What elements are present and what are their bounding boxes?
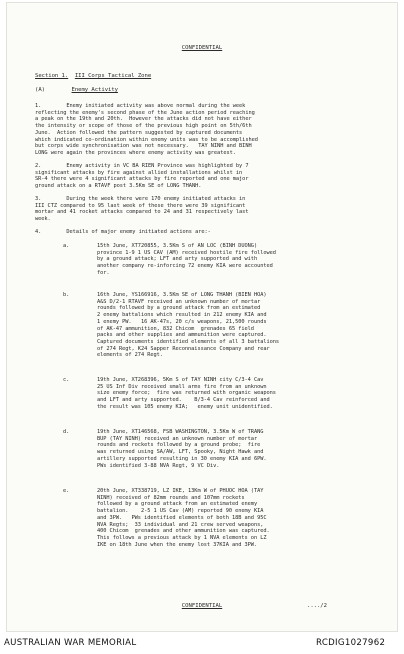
text-line: 1. Enemy initiated activity was above normal during the week (35, 103, 246, 109)
text-line: NINH) received of 82mm rounds and 107mm rockets (97, 494, 245, 501)
text-line: A&S D/2-1 RTAVF received an unknown number of mortar (97, 298, 261, 305)
archive-institution: AUSTRALIAN WAR MEMORIAL (4, 638, 137, 648)
classification-header: CONFIDENTIAL (181, 45, 223, 51)
text-line: 25 US Inf Div received small arms fire from an unknown (97, 383, 267, 390)
text-line: artillery supported resulting in 30 enemy KIA and 6PW. (97, 455, 267, 462)
text-line: PWs identified 3-88 NVA Regt, 9 VC Div. (97, 462, 220, 469)
text-line: by a ground attack; LFT and arty supported and with (97, 256, 258, 263)
text-line: rounds and rockets followed by a ground probe; fire (97, 442, 261, 449)
text-line: another company re-inforcing 72 enemy KIA were accounted (97, 263, 273, 270)
paragraph-4-intro: 4. Details of major enemy initiated actions are:- (35, 229, 211, 235)
text-line: mortar and 41 rocket attacks compared to 24 and 31 respectively last (35, 209, 249, 216)
text-line: 20th June, XT338719, LZ IKE, 13Km W of PHUOC HOA (TAY (97, 488, 264, 494)
text-line: followed by a ground attack from an estimated enemy (97, 501, 258, 508)
text-line: the intensity or scope of those of the previous high point on 5th/6th (35, 123, 252, 130)
subsection-label: (A) (35, 87, 45, 93)
section-label: Section 1. (35, 73, 69, 79)
text-line: III CTZ compared to 95 last week of these there were 39 significant (35, 202, 246, 209)
text-line: This follows a previous attack by 1 NVA elements on LZ (97, 534, 267, 541)
text-line: and 3PW. PWs identified elements of both 18B and 95C (97, 514, 267, 521)
text-line: week. (35, 216, 51, 223)
paragraph-3 (35, 196, 248, 223)
item-letter: a. (63, 243, 70, 249)
text-line: and LFT and arty supported. B/3-4 Cav reinforced and (97, 397, 270, 404)
text-line: which indicated co-ordination within enemy units was to be accomplished (35, 136, 258, 143)
text-line: for. (97, 269, 110, 276)
text-line: 16th June, YS166916, 3.5Km SE of LONG THANH (BIEN HOA) (97, 292, 267, 298)
item-text (97, 292, 279, 359)
document-page (6, 2, 398, 632)
page-continuation-marker: ..../2 (307, 603, 327, 609)
paragraph-2 (35, 163, 248, 190)
text-line: a peak on the 19th and 20th. However the attacks did not have either (35, 116, 252, 123)
text-line: size enemy force; fire was returned with organic weapons (97, 390, 276, 397)
text-line: battalion. 2-5 1 US Cav (AM) reported 90 enemy KIA (97, 508, 264, 515)
text-line: June. Action followed the pattern suggested by captured documents (35, 129, 243, 136)
text-line: Captured documents identified elements of all 3 battalions (97, 338, 280, 345)
text-line: 2 enemy battalions which resulted in 212 enemy KIA and (97, 312, 267, 319)
text-line: LONG were again the provinces where enemy activity was greatest. (35, 149, 236, 156)
item-text (97, 429, 267, 469)
text-line: reflecting the enemy's second phase of the June action period reaching (35, 109, 255, 116)
item-text (97, 488, 270, 548)
subsection-title: Enemy Activity (71, 87, 118, 93)
item-letter: c. (63, 377, 70, 383)
text-line: province 1-9 1 US CAV (AM) received hostile fire followed (97, 249, 276, 256)
item-text (97, 377, 276, 411)
text-line: of 274 Regt, K24 Sapper Reconnaissance Company and rear (97, 345, 270, 352)
text-line: of AK-47 ammunition, 832 Chicom grenades 65 field (97, 325, 254, 332)
item-letter: b. (63, 292, 70, 298)
text-line: the result was 105 enemy KIA; enemy unit unidentified. (97, 403, 273, 410)
text-line: 2. Enemy activity in VC BA RIEN Province was highlighted by 7 (35, 163, 249, 169)
text-line: elements of 274 Regt. (97, 352, 163, 359)
item-letter: e. (63, 488, 70, 494)
text-line: 1 enemy PW. 16 AK-47s, 20 c/s weapons, 21,500 rounds (97, 318, 267, 325)
subsection-heading (35, 87, 118, 94)
archive-footer (0, 632, 404, 654)
text-line: packs and other supplies and ammunition were captured. (97, 332, 267, 339)
text-line: was returned using SA/AW, LFT, Spooky, Night Hawk and (97, 449, 264, 456)
item-text (97, 243, 276, 277)
text-line: BUP (TAY NINH) received an unknown number of mortar (97, 435, 258, 442)
text-line: ground attack on a RTAVF post 3.5Km SE of LONG THANH. (35, 183, 202, 190)
paragraph-1 (35, 103, 258, 157)
item-letter: d. (63, 429, 70, 435)
text-line: 3. During the week there were 170 enemy initiated attacks in (35, 196, 246, 202)
section-title: III Corps Tactical Zone (74, 73, 152, 79)
section-heading (35, 73, 151, 80)
text-line: SR-4 there were 4 significant attacks by fire reported and one major (35, 176, 249, 183)
text-line: significant attacks by fire against allied installations whilst in (35, 169, 243, 176)
text-line: 19th June, XT268396, 5Km S of TAY NINH city C/3-4 Cav (97, 377, 264, 383)
classification-footer: CONFIDENTIAL (181, 603, 223, 609)
text-line: rounds followed by a ground attack from an estimated (97, 305, 261, 312)
text-line: 19th June, XT146568, FSB WASHINGTON, 3.5Km W of TRANG (97, 429, 264, 435)
text-line: NVA Regts; 33 individual and 21 crew served weapons, (97, 521, 264, 528)
text-line: 15th June, XT720855, 3.5Km S of AN LOC (BINH DUONG) (97, 243, 258, 249)
archive-reference: RCDIG1027962 (316, 638, 386, 648)
text-line: IKE on 18th June when the enemy lost 37KIA and 3PW. (97, 541, 258, 548)
text-line: 400 Chicom grenades and other ammunition was captured. (97, 528, 270, 535)
text-line: but corps wide synchronisation was not necessary. TAY NINH and BINH (35, 143, 252, 150)
